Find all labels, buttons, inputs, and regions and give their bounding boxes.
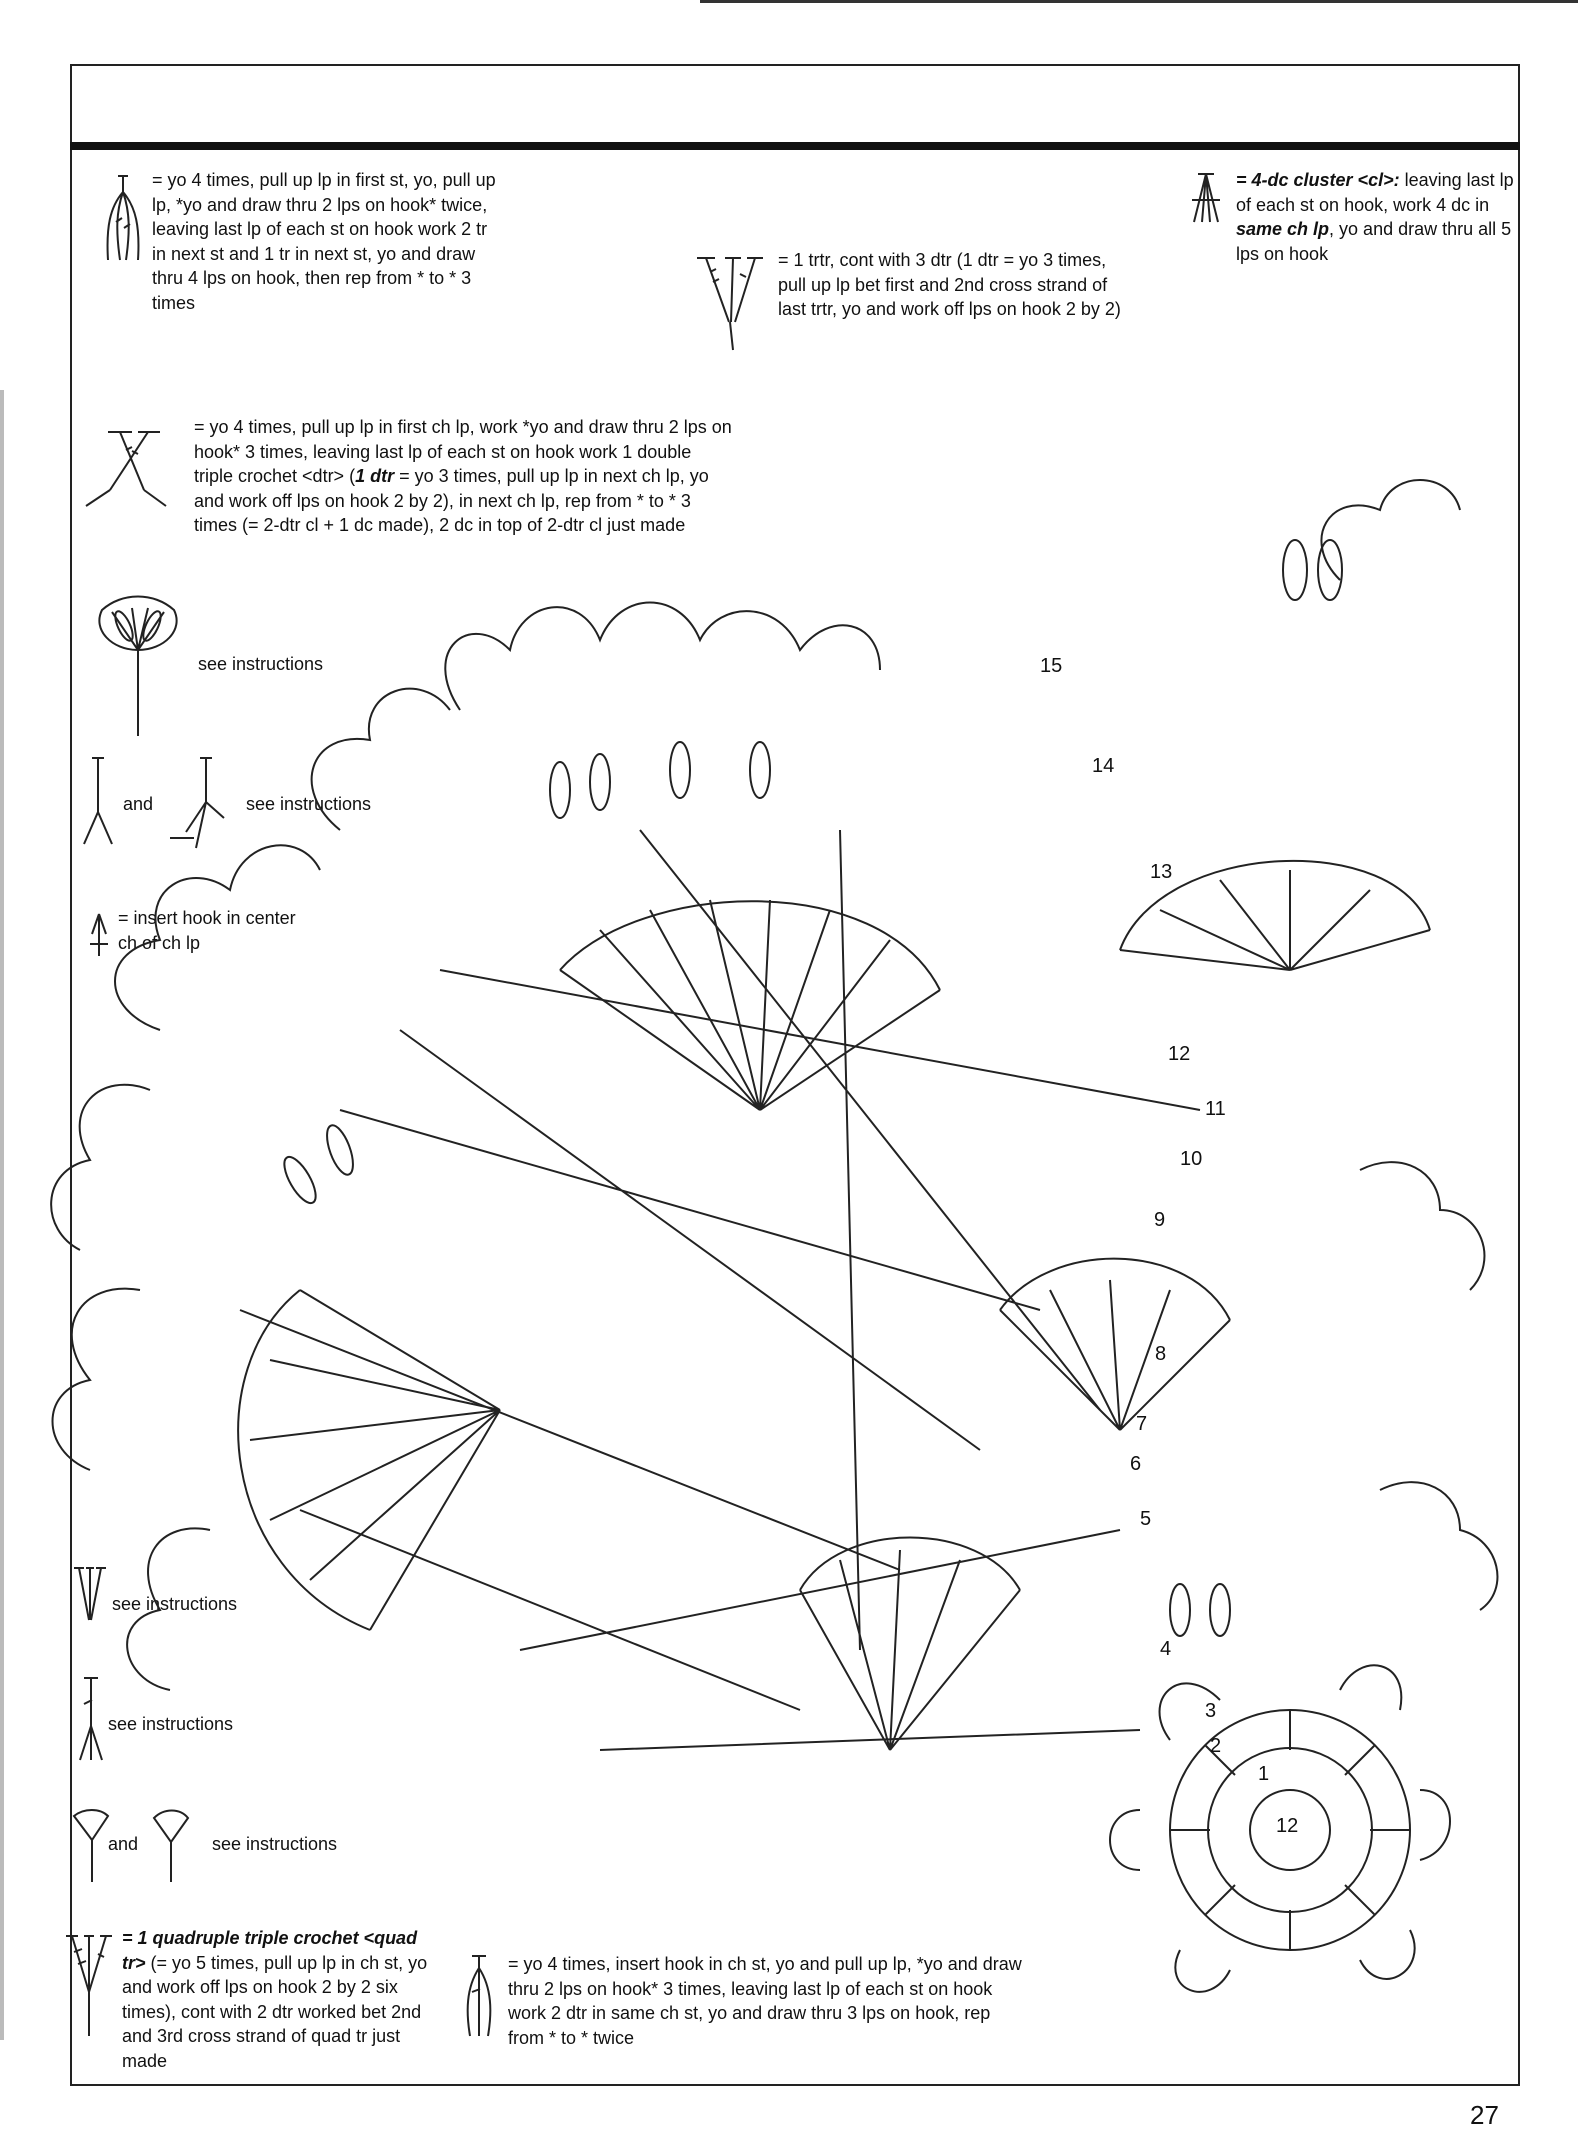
- legend-dtr-cross: = yo 4 times, pull up lp in first ch lp, work *yo and draw thru 2 lps on hook* 3 times, leaving last lp of each st on hook work 1 double triple crochet <dtr> (1 dtr = yo 3 times, pull up lp in next ch lp, yo and work off lps on hook 2 by 2), in next ch lp, rep from * to * 3 times (= 2-dtr cl + 1 dc made), 2 dc in top of 2-dtr cl just made: [194, 417, 732, 535]
- round-number-11: 11: [1205, 1098, 1226, 1120]
- legend-dc-cluster-title: = 4-dc cluster <cl>:: [1236, 170, 1400, 190]
- round-number-5: 5: [1140, 1508, 1152, 1530]
- cluster-symbol-icon: [98, 172, 148, 267]
- round-number-3: 3: [1205, 1700, 1217, 1722]
- legend-quad-cluster: = yo 4 times, pull up lp in first st, yo, pull up lp, *yo and draw thru 2 lps on hook* twice, leaving last lp of each st on hook work 2 tr in next st and 1 tr in next st, yo and draw thru 4 lps on hook, then rep from * to * 3 times: [152, 170, 496, 313]
- legend-and-2: and: [108, 1834, 139, 1854]
- header-bar: [70, 64, 1520, 150]
- legend-quad-tr-title: = 1 quadruple triple crochet <quad tr>: [122, 1928, 418, 1973]
- round-number-7: 7: [1136, 1413, 1148, 1435]
- round-number-8: 8: [1155, 1343, 1167, 1365]
- crochet-chart: [40, 410, 1520, 2050]
- round-number-14: 14: [1092, 755, 1115, 777]
- round-number-2: 2: [1210, 1735, 1222, 1757]
- legend-see-instructions-2: see instructions: [246, 794, 372, 814]
- legend-see-instructions-3: see instructions: [112, 1594, 238, 1614]
- round-number-10: 10: [1180, 1148, 1203, 1170]
- page-edge: [0, 390, 4, 2040]
- legend-insert-hook: = insert hook in center ch of ch lp: [118, 908, 296, 953]
- round-number-13: 13: [1150, 861, 1173, 883]
- legend-trtr: = 1 trtr, cont with 3 dtr (1 dtr = yo 3 times, pull up lp bet first and 2nd cross strand of last trtr, yo and work off lps on hook 2 by 2): [778, 250, 1121, 319]
- legend-dc-cluster: = 4-dc cluster <cl>: leaving last lp of each st on hook, work 4 dc in same ch lp, yo and draw thru all 5 lps on hook: [1236, 170, 1514, 264]
- legend-see-instructions-1: see instructions: [198, 654, 324, 674]
- round-number-4: 4: [1160, 1638, 1172, 1660]
- top-rule: [700, 0, 1578, 3]
- legend-and-1: and: [123, 794, 154, 814]
- round-number-9: 9: [1154, 1209, 1166, 1231]
- round-number-1: 1: [1258, 1763, 1270, 1785]
- round-number-12: 12: [1168, 1043, 1191, 1065]
- legend-yo4-insert: = yo 4 times, insert hook in ch st, yo and pull up lp, *yo and draw thru 2 lps on hook* 3 times, leaving last lp of each st on hook work 2 dtr in same ch st, yo and draw thru 3 lps on hook, rep from * to * twice: [508, 1954, 1022, 2048]
- legend-quad-tr: = 1 quadruple triple crochet <quad tr> (= yo 5 times, pull up lp in ch st, yo and work off lps on hook 2 by 2 six times), cont with 2 dtr worked bet 2nd and 3rd cross strand of quad tr just made: [122, 1928, 428, 2071]
- trtr-symbol-icon: [695, 252, 765, 352]
- legend-see-instructions-4: see instructions: [108, 1714, 234, 1734]
- page-number: 27: [1470, 2100, 1499, 2130]
- center-label: 12: [1276, 1815, 1299, 1837]
- dc-cluster-symbol-icon: [1186, 170, 1226, 225]
- round-number-6: 6: [1130, 1453, 1142, 1475]
- legend-see-instructions-5: see instructions: [212, 1834, 338, 1854]
- round-number-15: 15: [1040, 655, 1063, 677]
